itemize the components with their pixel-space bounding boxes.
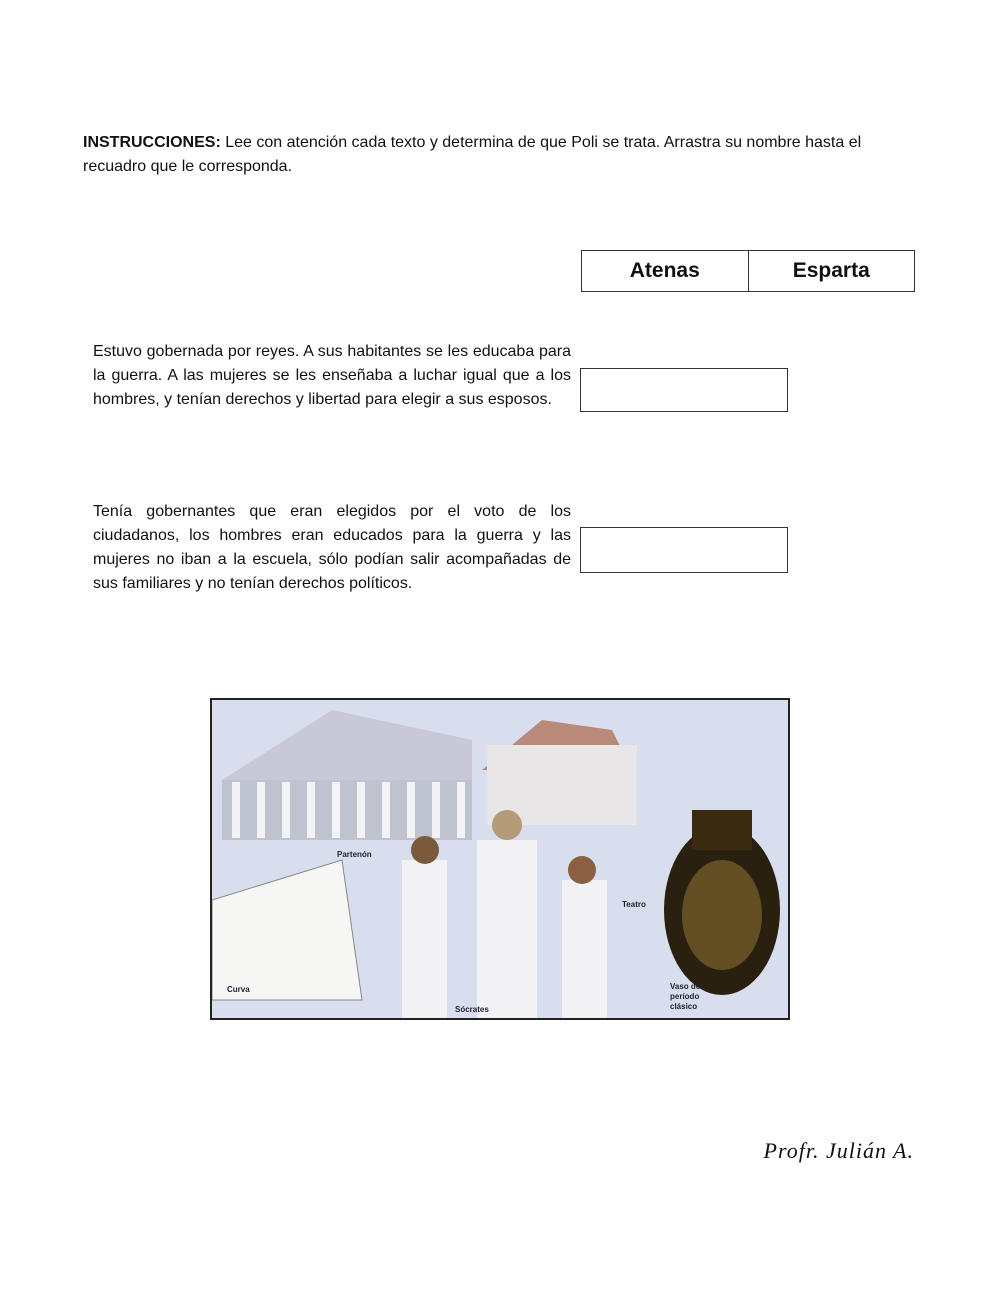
ancient-greece-illustration (210, 698, 790, 1020)
label-theatre: Teatro (622, 900, 646, 909)
question-2-text: Tenía gobernantes que eran elegidos por el voto de los ciudadanos, los hombres eran educados para la guerra y las mujeres no iban a la escuela, sólo podían salir acompañadas de sus familiares y no tenían derechos políticos. (93, 503, 571, 592)
instructions-text: Lee con atención cada texto y determina de que Poli se trata. Arrastra su nombre hasta el recuadro que le corresponda. (83, 134, 862, 175)
illustration-svg (212, 700, 788, 1018)
label-vase: Vaso del período clásico (670, 982, 703, 1011)
drop-box-2[interactable] (580, 527, 788, 573)
instructions (83, 131, 918, 179)
options-table (581, 250, 915, 292)
drop-box-1[interactable] (580, 368, 788, 412)
question-1-text: Estuvo gobernada por reyes. A sus habitantes se les educaba para la guerra. A las mujeres se les enseñaba a luchar igual que a los hombres, y tenían derechos y libertad para elegir a sus esposos. (93, 343, 571, 408)
instructions-label: INSTRUCCIONES: (83, 134, 221, 151)
author-signature: Profr. Julián A. (763, 1138, 914, 1163)
label-curve: Curva (227, 985, 250, 994)
draggable-option-atenas[interactable]: Atenas (582, 251, 749, 292)
label-socrates: Sócrates (455, 1005, 489, 1014)
draggable-option-esparta[interactable]: Esparta (748, 251, 915, 292)
label-parthenon: Partenón (337, 850, 372, 859)
